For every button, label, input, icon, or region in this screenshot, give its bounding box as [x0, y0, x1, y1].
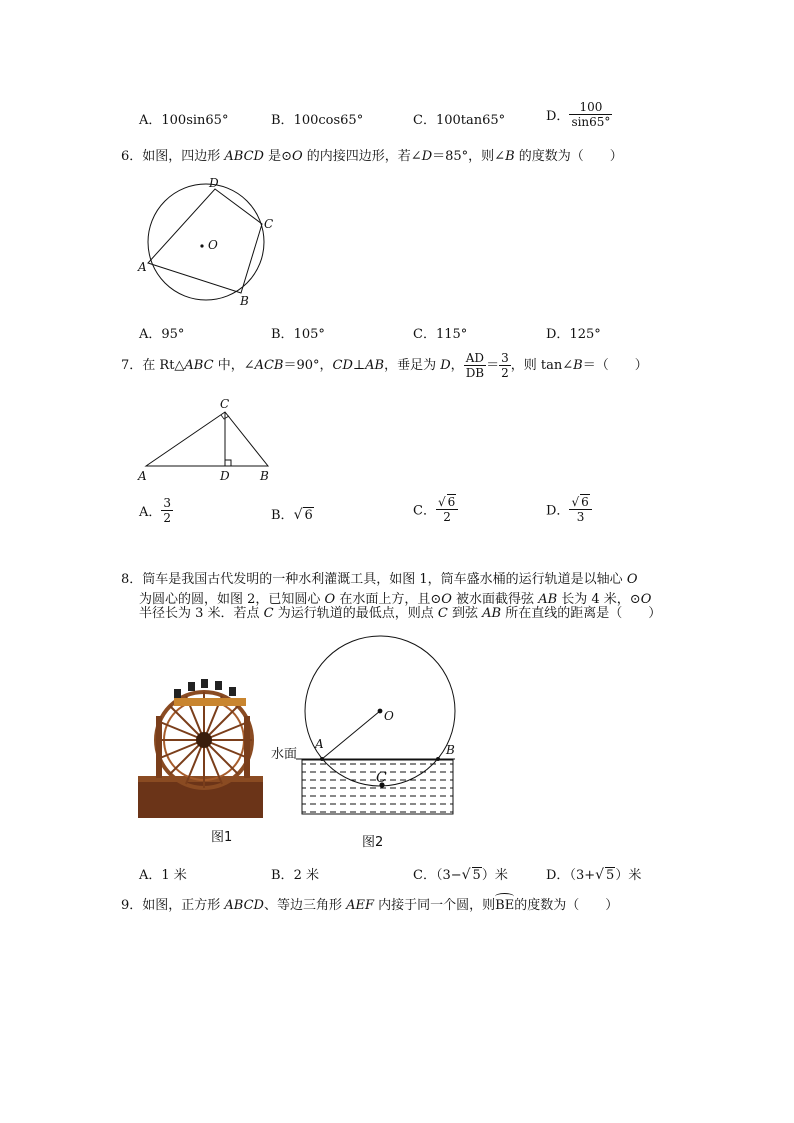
radicand: 5 — [472, 868, 481, 883]
q8-label-b: B — [446, 743, 455, 757]
stem-text: ，则 tan∠ — [510, 358, 574, 373]
option-letter: D． — [546, 327, 570, 342]
fraction-denominator: 2 — [163, 511, 172, 525]
stem-var: O — [324, 592, 336, 607]
q8-option-c[interactable] — [413, 864, 508, 883]
stem-text: 被水面截得弦 — [451, 592, 539, 607]
q8-water-label: 水面 — [271, 747, 298, 762]
option-text: 95° — [161, 327, 185, 342]
option-letter: D． — [546, 868, 570, 883]
option-text: ）米 — [615, 868, 642, 883]
option-text: ）米 — [481, 868, 508, 883]
option-text: 100sin65° — [161, 113, 229, 128]
stem-text: 的度数为（ ） — [514, 898, 619, 913]
q8-figure2-caption: 图2 — [362, 835, 384, 850]
option-letter: B． — [271, 113, 294, 128]
stem-text: ， — [450, 358, 464, 373]
stem-var: B — [573, 358, 583, 373]
fraction-numerator: AD — [464, 351, 486, 366]
fraction-denominator: 2 — [501, 366, 509, 380]
option-letter: B． — [271, 508, 294, 523]
stem-text: 半径长为 3 米．若点 — [139, 606, 264, 621]
q6-label-c: C — [264, 217, 274, 231]
q7-label-c: C — [220, 397, 230, 411]
q8-point-a — [320, 757, 324, 761]
q7-label-b: B — [260, 469, 269, 483]
q6-label-o: O — [208, 238, 218, 252]
stem-var: O — [441, 592, 452, 607]
q8-option-a[interactable] — [139, 864, 187, 883]
fraction-denominator: sin65° — [571, 115, 611, 129]
q8-option-b[interactable] — [271, 864, 319, 883]
stem-var: B — [505, 149, 515, 164]
option-letter: B． — [271, 868, 294, 883]
stem-text: 所在直线的距离是（ ） — [501, 606, 662, 621]
radical-sign: √ — [461, 867, 471, 883]
q7-label-d: D — [220, 469, 230, 483]
fraction-denominator: DB — [465, 366, 485, 380]
q8-point-b — [436, 757, 440, 761]
option-text: 115° — [435, 327, 468, 342]
option-letter: A． — [139, 868, 162, 883]
fraction-numerator: 3 — [501, 351, 509, 365]
option-text: 100tan65° — [435, 113, 506, 128]
stem-text: 中，∠ — [213, 358, 255, 373]
option-letter: C． — [413, 868, 436, 883]
option-letter: C． — [413, 503, 436, 519]
option-text: 100cos65° — [293, 113, 364, 128]
stem-text: ，垂足为 — [384, 358, 441, 373]
fraction-denominator: 3 — [576, 510, 585, 524]
stem-var: O — [626, 572, 638, 587]
stem-var: O — [292, 149, 303, 164]
stem-var: ABCD — [224, 149, 264, 164]
stem-var: AB — [538, 592, 558, 607]
q6-label-a: A — [138, 260, 147, 274]
stem-text: 到弦 — [447, 606, 483, 621]
stem-var: O — [640, 592, 652, 607]
q8-figure1-caption: 图1 — [211, 830, 233, 845]
stem-text: 9．如图，正方形 — [121, 898, 225, 913]
option-letter: A． — [139, 505, 162, 520]
stem-var: CD — [332, 358, 353, 373]
stem-var: D — [421, 149, 433, 164]
fraction-denominator: 2 — [443, 510, 451, 524]
stem-var: C — [437, 606, 448, 621]
q8-option-d[interactable] — [546, 864, 641, 883]
stem-text: 7．在 Rt△ — [121, 358, 185, 373]
radical-sign: √ — [571, 495, 580, 509]
q8-center-dot — [378, 709, 383, 714]
q8-radius-oa — [322, 711, 380, 759]
stem-text: 6．如图，四边形 — [121, 149, 225, 164]
stem-text: ＝85°，则∠ — [432, 149, 506, 164]
option-text: 125° — [569, 327, 601, 342]
q6-label-d: D — [209, 176, 219, 190]
stem-text: 内接于同一个圆，则 — [374, 898, 496, 913]
radicand: 6 — [581, 495, 589, 509]
stem-var: AEF — [346, 898, 375, 913]
option-letter: C． — [413, 113, 436, 128]
q7-label-a: A — [138, 469, 147, 483]
radicand: 6 — [447, 495, 456, 509]
option-text: 1 米 — [161, 868, 187, 883]
q9-stem — [121, 894, 618, 913]
q8-label-c: C — [376, 770, 387, 786]
radicand: 6 — [304, 508, 313, 523]
stem-text: ＝ — [486, 358, 500, 373]
radicand: 5 — [606, 868, 615, 883]
stem-var: AB — [482, 606, 502, 621]
stem-text: 长为 4 米，⊙ — [557, 592, 641, 607]
q8-label-a: A — [315, 737, 324, 751]
q6-label-b: B — [240, 294, 249, 308]
option-letter: A． — [139, 327, 162, 342]
stem-var: ABCD — [224, 898, 264, 913]
stem-var: ACB — [254, 358, 284, 373]
option-text: （3− — [435, 868, 462, 883]
stem-var: D — [440, 358, 451, 373]
stem-text: ＝90°， — [283, 358, 333, 373]
option-letter: C． — [413, 327, 436, 342]
stem-text: 8．筒车是我国古代发明的一种水利灌溉工具，如图 1，筒车盛水桶的运行轨道是以轴心 — [121, 572, 627, 587]
stem-var: AB — [365, 358, 385, 373]
q8-label-o: O — [384, 709, 394, 723]
q8-water-region — [302, 760, 453, 814]
fraction-numerator: 100 — [569, 100, 612, 115]
option-letter: B． — [271, 327, 294, 342]
stem-text: 是⊙ — [263, 149, 292, 164]
stem-text: 的内接四边形，若∠ — [302, 149, 422, 164]
option-letter: D． — [546, 109, 570, 124]
stem-text: 的度数为（ ） — [514, 149, 623, 164]
radical-sign: √ — [293, 507, 303, 523]
arc-be: BE — [495, 895, 514, 913]
stem-text: ⊥ — [352, 358, 366, 373]
stem-var: C — [263, 606, 274, 621]
stem-var: ABC — [184, 358, 214, 373]
stem-text: 为圆心的圆，如图 2，已知圆心 — [139, 592, 325, 607]
fraction-numerator: 3 — [163, 496, 172, 510]
option-text: （3+ — [569, 868, 596, 883]
stem-text: 、等边三角形 — [263, 898, 347, 913]
radical-sign: √ — [595, 867, 605, 883]
option-letter: A． — [139, 113, 162, 128]
stem-text: ＝（ ） — [582, 358, 648, 373]
option-text: 2 米 — [293, 868, 319, 883]
radical-sign: √ — [437, 495, 446, 509]
stem-text: 为运行轨道的最低点，则点 — [273, 606, 438, 621]
stem-text: 在水面上方，且⊙ — [335, 592, 442, 607]
option-text: 105° — [293, 327, 325, 342]
option-letter: D． — [546, 503, 570, 519]
